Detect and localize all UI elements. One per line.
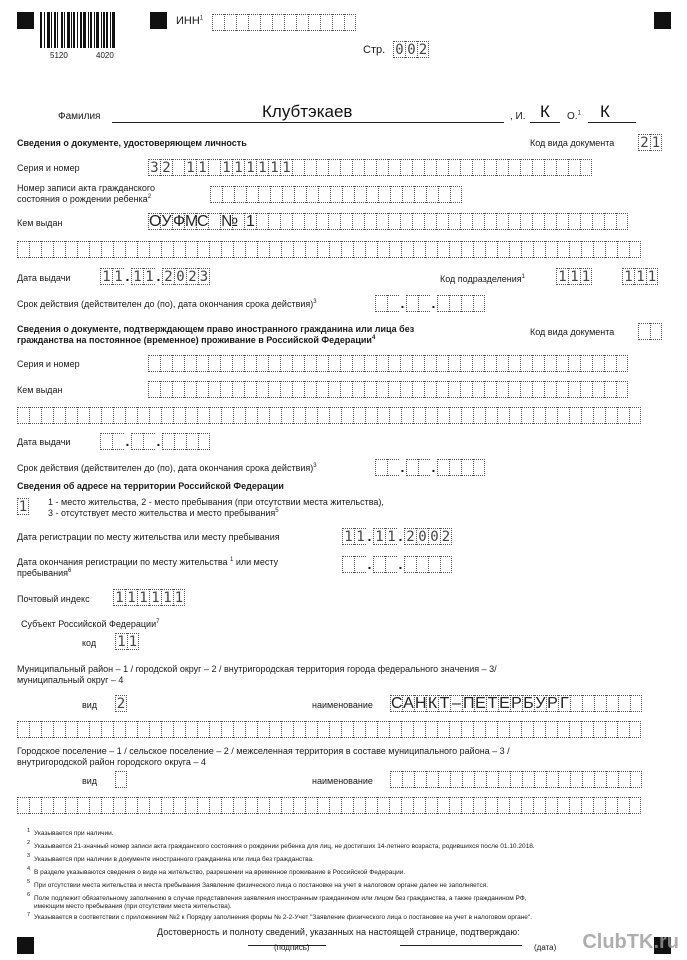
identity-series-field[interactable]: 3 2 1 1 1 1 1 1 1 1 bbox=[148, 159, 592, 176]
municipal-name-field-row2[interactable] bbox=[17, 721, 641, 738]
reg-date-label: Дата регистрации по месту жительства или месту пребывания bbox=[17, 532, 280, 542]
residence-series-field[interactable] bbox=[148, 355, 628, 372]
birth-record-label bbox=[17, 183, 155, 205]
initial-o-sup: 1 bbox=[577, 110, 581, 117]
municipal-kind-label: вид bbox=[82, 700, 98, 710]
date-line[interactable] bbox=[400, 945, 522, 946]
postal-code-label: Почтовый индекс bbox=[17, 594, 90, 604]
confirmation-text: Достоверность и полноту сведений, указанных на настоящей странице, подтверждаю: bbox=[157, 927, 520, 937]
municipal-kind-field[interactable]: 2 bbox=[116, 696, 126, 712]
footnote-text: Указывается при наличии. bbox=[34, 830, 114, 837]
residence-issued-by-label: Кем выдан bbox=[17, 385, 63, 395]
settlement-type-hint: Городское поселение – 1 / сельское поселение – 2 / межселенная территория в составе муниципального района – 3 / внутригородской район городского округа – 4 bbox=[17, 746, 510, 767]
residence-issued-by-field-row1[interactable] bbox=[148, 381, 628, 398]
inn-label bbox=[176, 16, 203, 27]
identity-validity-label: Срок действия (действителен до (по), дата окончания срока действия)$^3$ bbox=[17, 299, 317, 309]
settlement-name-field-row1[interactable] bbox=[390, 771, 642, 788]
identity-issued-by-field-row2[interactable] bbox=[17, 241, 641, 258]
footnote-text: В разделе указываются сведения о виде на жительство, разрешении на временное проживание в Российской Федерации. bbox=[34, 869, 406, 876]
signature-label: (подпись) bbox=[274, 943, 310, 952]
municipal-type-hint: Муниципальный район – 1 / городской округ – 2 / внутригородская территория города федерального значения – 3/ муниципальный округ – 4 bbox=[17, 664, 497, 685]
barcode-number-left: 5120 bbox=[50, 51, 68, 60]
footnote-number: 4 bbox=[27, 866, 31, 872]
subject-code-field[interactable]: 1 1 bbox=[115, 633, 139, 650]
initial-i-value[interactable]: К bbox=[540, 102, 550, 121]
identity-doc-code-field[interactable]: 2 1 bbox=[638, 134, 662, 151]
footnote-text: Указывается при наличии в документе иностранного гражданина или лица без гражданства. bbox=[34, 856, 314, 863]
identity-validity-field[interactable]: . . bbox=[375, 295, 485, 312]
residence-doc-code-field[interactable] bbox=[638, 323, 662, 340]
page-label: Стр. bbox=[363, 44, 386, 56]
corner-marker-top-left bbox=[17, 12, 34, 29]
residence-validity-label: Срок действия (действителен до (по), дата окончания срока действия)$^3$ bbox=[17, 463, 317, 473]
address-type-field[interactable]: 1 bbox=[18, 499, 28, 515]
footnote-number: 5 bbox=[27, 879, 31, 885]
settlement-kind-label: вид bbox=[82, 776, 98, 786]
corner-marker-top-right bbox=[654, 12, 671, 29]
identity-issued-by-field-row1[interactable]: О У Ф М С № 1 bbox=[148, 213, 628, 230]
footnote-text: Указывается 21-значный номер записи акта гражданского состояния о рождении ребенка для лиц, не достигших 14-летнего возраста, родившихся после 01.10.2018. bbox=[34, 843, 535, 850]
reg-end-label: Дата окончания регистрации по месту жительства $^1$ или месту пребывания$^6$ bbox=[17, 557, 279, 578]
reg-date-field[interactable]: 1 1 . 1 1 . 2 0 0 2 bbox=[342, 528, 452, 545]
initial-o-underline bbox=[588, 122, 636, 123]
division-code-field-a[interactable]: 1 1 1 bbox=[556, 268, 592, 285]
page-number-field bbox=[393, 41, 429, 58]
initial-o-label-text: О. bbox=[567, 111, 578, 122]
corner-marker-top-mid bbox=[150, 12, 167, 29]
settlement-kind-field[interactable] bbox=[115, 771, 127, 788]
date-label: (дата) bbox=[534, 943, 557, 952]
inn-label-text: ИНН bbox=[176, 15, 200, 27]
postal-code-field[interactable]: 1 1 1 1 1 1 bbox=[113, 589, 185, 606]
identity-issued-by-label: Кем выдан bbox=[17, 218, 63, 228]
residence-series-label: Серия и номер bbox=[17, 359, 80, 369]
residence-issue-date-field[interactable]: . . bbox=[100, 433, 210, 450]
surname-value[interactable]: Клубтэкаев bbox=[262, 102, 353, 121]
footnote-number: 7 bbox=[27, 912, 31, 918]
identity-series-label: Серия и номер bbox=[17, 163, 80, 173]
surname-label: Фамилия bbox=[58, 111, 101, 122]
settlement-name-label: наименование bbox=[312, 776, 373, 786]
identity-issue-date-label: Дата выдачи bbox=[17, 273, 71, 283]
division-code-label: Код подразделения$^1$ bbox=[440, 274, 526, 284]
birth-record-label-line1: Номер записи акта гражданского bbox=[17, 183, 156, 193]
division-code-field-b[interactable]: 1 1 1 bbox=[622, 268, 658, 285]
barcode bbox=[40, 12, 115, 48]
initial-i-label: , И. bbox=[510, 111, 526, 122]
footnote-number: 6 bbox=[27, 892, 31, 898]
watermark: ClubTK.ru bbox=[582, 931, 679, 953]
reg-end-date-field[interactable]: . . bbox=[342, 556, 452, 573]
birth-record-label-line2: состояния о рождении ребенка$^2$ bbox=[17, 194, 152, 204]
residence-doc-code-label: Код вида документа bbox=[530, 327, 615, 337]
footnote-number: 2 bbox=[27, 840, 31, 846]
footnote-text: Поле подлежит обязательному заполнению в случае представления заявления иностранным гражданином или лицом без гражданства, а также гражданином РФ, bbox=[34, 895, 527, 902]
initial-o-label bbox=[567, 111, 581, 122]
page-digit: 0 bbox=[405, 41, 417, 58]
inn-sup: 1 bbox=[199, 15, 204, 22]
residence-validity-field[interactable]: . . bbox=[375, 459, 485, 476]
residence-issue-date-label: Дата выдачи bbox=[17, 437, 71, 447]
page-digit: 0 bbox=[393, 41, 405, 58]
footnote-text: имеющим место пребывания (при отсутствии места жительства). bbox=[34, 903, 232, 910]
municipal-name-field-row1[interactable]: С А Н К Т – П Е Т Е Р Б У Р Г bbox=[390, 695, 642, 712]
page-digit: 2 bbox=[418, 42, 428, 58]
address-type-hint: 1 - место жительства, 2 - место пребывания (при отсутствии места жительства), 3 - отсутствует место жительства и место пребывания$^5$ bbox=[48, 497, 384, 518]
subject-code-label: код bbox=[82, 638, 97, 648]
surname-underline bbox=[112, 122, 504, 123]
identity-issue-date-field[interactable]: 1 1 . 1 1 . 2 0 2 3 bbox=[100, 268, 210, 285]
footnote-number: 1 bbox=[27, 828, 31, 834]
footnote-text: При отсутствии места жительства и места пребывания Заявление физического лица о постановке на учет в налоговом органе далее не заполняется. bbox=[34, 882, 489, 889]
identity-doc-title: Сведения о документе, удостоверяющем личность bbox=[17, 138, 247, 148]
subject-label: Субъект Российской Федерации$^7$ bbox=[21, 619, 160, 629]
identity-doc-code-label: Код вида документа bbox=[530, 138, 615, 148]
municipal-name-label: наименование bbox=[312, 700, 373, 710]
footnote-text: Указывается в соответствии с приложением №2 к Порядку заполнения формы № 2-2-Учет "Заявление физического лица о постановке на учет в налоговом органе". bbox=[34, 914, 533, 921]
corner-marker-bottom-left bbox=[17, 937, 34, 954]
address-title: Сведения об адресе на территории Российской Федерации bbox=[17, 481, 284, 491]
residence-doc-title: Сведения о документе, подтверждающем право иностранного гражданина или лица без гражданства на постоянное (временное) проживание в Российской Федерации$^4$ bbox=[17, 324, 415, 345]
settlement-name-field-row2[interactable] bbox=[17, 797, 641, 814]
residence-issued-by-field-row2[interactable] bbox=[17, 407, 641, 424]
inn-field[interactable] bbox=[212, 14, 356, 31]
footnote-number: 3 bbox=[27, 853, 31, 859]
birth-record-field[interactable] bbox=[210, 186, 462, 203]
initial-i-underline bbox=[530, 122, 560, 123]
initial-o-value[interactable]: К bbox=[600, 102, 610, 121]
barcode-number-right: 4020 bbox=[96, 51, 114, 60]
